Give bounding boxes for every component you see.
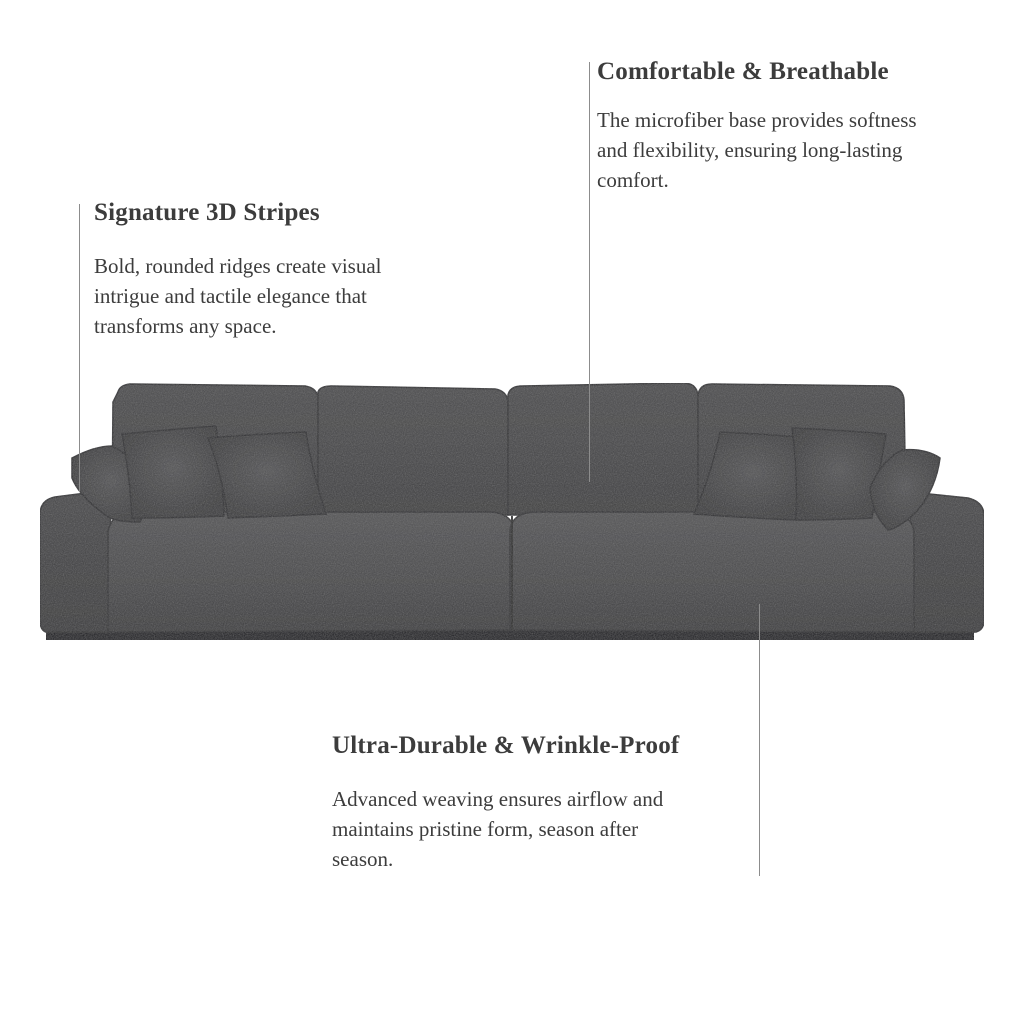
pillow-left-front [208, 432, 326, 518]
feature-desc-comfort: The microfiber base provides softness and flexibility, ensuring long-lasting comfort. [597, 108, 917, 192]
feature-title-comfort: Comfortable & Breathable [597, 58, 889, 85]
callout-line-stripes [79, 204, 80, 492]
back-cushion-3 [508, 383, 698, 515]
callout-line-durable [759, 604, 760, 876]
seat-cushion-left [108, 512, 514, 632]
callout-line-comfort [589, 62, 590, 482]
back-cushion-2 [318, 386, 508, 515]
feature-desc-durable: Advanced weaving ensures airflow and maintains pristine form, season after season. [332, 787, 664, 871]
feature-title-stripes: Signature 3D Stripes [94, 199, 320, 226]
feature-title-durable: Ultra-Durable & Wrinkle-Proof [332, 732, 680, 759]
feature-desc-stripes: Bold, rounded ridges create visual intrigue and tactile elegance that transforms any space. [94, 254, 382, 338]
pillow-right-back [792, 428, 886, 520]
right-arm [910, 492, 984, 632]
seat-cushion-right [510, 512, 914, 632]
